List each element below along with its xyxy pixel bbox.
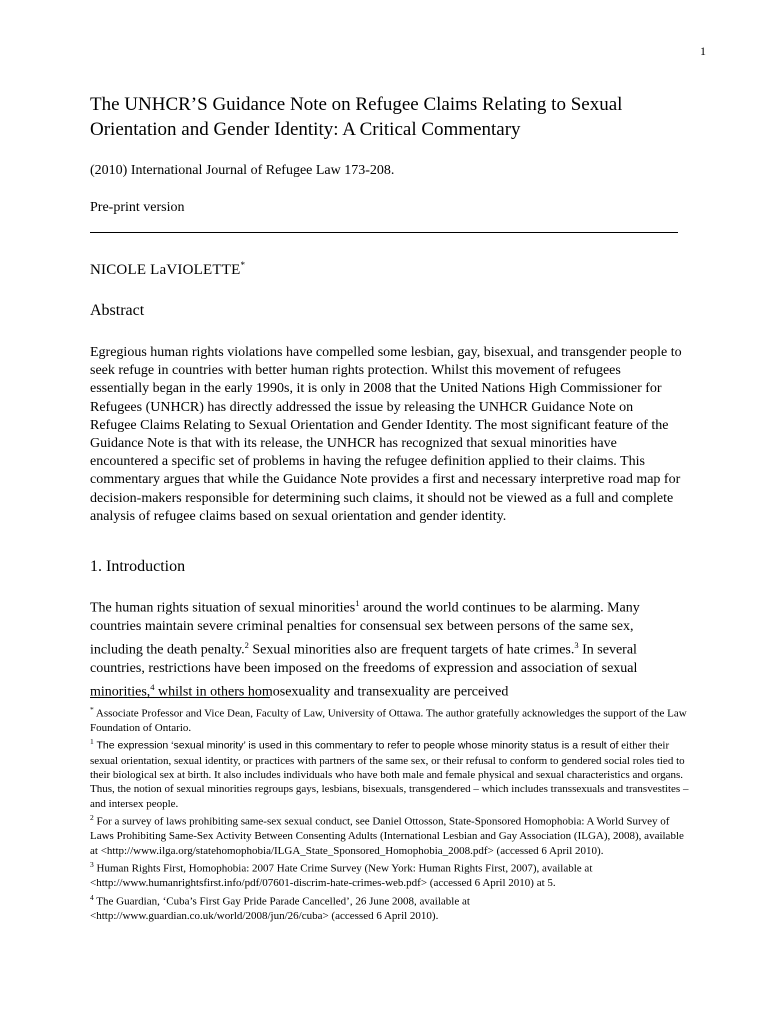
footnote-marker: 1 [90,737,94,747]
introduction-paragraph [90,594,682,702]
introduction-heading: 1. Introduction [90,558,186,575]
footnote-text: For a survey of laws prohibiting same-sex sexual conduct, see Daniel Ottosson, State-Sponsored Homophobia: A World Survey of Laws Prohibiting Same-Sex Activity Between Consenting Adults (International Lesbian and Gay Association (ILGA), 2008), available at <http://www.ilga.org/statehomophobia/ILGA_State_Sponsored_Homophobia_2008.pdf> (accessed 6 April 2010). [90,815,684,857]
footnote-lead-text: The expression ‘sexual minority’ is used in this commentary to refer to people whose minority status is a result of [93,740,619,753]
citation: (2010) International Journal of Refugee Law 173-208. [90,163,395,178]
footnote-marker: * [90,705,94,714]
footnote-ref: 1 [355,598,360,608]
intro-text: In several countries, restrictions have been imposed on the freedoms of expression and association of sexual minorities, [90,642,638,700]
intro-text: Sexual minorities also are frequent targets of hate crimes. [248,642,575,658]
footnote-marker: 2 [90,813,94,823]
author-footnote-marker: * [240,260,246,270]
footnote-divider [90,697,270,698]
paper-title: The UNHCR’S Guidance Note on Refugee Claims Relating to Sexual Orientation and Gender Identity: A Critical Commentary [90,94,623,140]
footnote-marker: 4 [90,892,94,902]
footnote-ref: 2 [244,640,249,651]
title-divider [90,232,678,233]
intro-text: whilst in others homosexuality and transexuality are perceived [154,684,509,700]
footnote-ref: 4 [150,682,155,693]
footnote-text: Associate Professor and Vice Dean, Faculty of Law, University of Ottawa. The author gratefully acknowledges the support of the Law Foundation of Ontario. [90,707,687,735]
page-number: 1 [700,44,706,58]
abstract-text: Egregious human rights violations have compelled some lesbian, gay, bisexual, and transgender people to seek refuge in countries with better human rights protection. Whilst this movement of refugees essentially began in the early 1990s, it is only in 2008 that the United Nations High Commissioner for Refugees (UNHCR) has directly addressed the issue by releasing the UNHCR Guidance Note on Refugee Claims Relating to Sexual Orientation and Gender Identity. The most significant feature of the Guidance Note is that with its release, the UNHCR has recognized that sexual minorities have encountered a specific set of problems in having the refugee definition applied to their claims. This commentary argues that while the Guidance Note provides a first and necessary interpretive road map for decision-makers responsible for determining such claims, it should not be viewed as a full and complete analysis of refugee claims based on sexual orientation and gender identity. [90,345,682,524]
footnote-text: Human Rights First, Homophobia: 2007 Hate Crime Survey (New York: Human Rights First, 2007), available at <http://www.humanrightsfirst.info/pdf/07601-discrim-hate-crimes-web.pdf> (accessed 6 April 2010) at 5. [90,862,593,890]
intro-text: around the world continues to be alarming. Many countries maintain severe criminal penalties for consensual sex between persons of the same sex, including the death penalty. [90,600,640,658]
author-line [90,260,245,279]
preprint-label: Pre-print version [90,200,185,215]
footnote [90,891,690,923]
footnotes [90,703,690,923]
footnote [90,811,690,858]
footnote-text: either their sexual orientation, sexual identity, or practices with partners of the same sex, or their refusal to conform to gendered social roles tied to their biological sex at birth. It also includes individuals who have both male and female physical and sexual characteristics and organs. Thus, the notion of sexual minorities regroups gays, lesbians, bisexuals, transgendered – which includes transsexuals and transvestites – and intersex people. [90,740,689,810]
footnote [90,703,690,735]
author-name: NICOLE LaVIOLETTE [90,262,241,278]
footnote-ref: 3 [574,640,579,651]
footnote-marker: 3 [90,860,94,870]
footnote [90,735,690,811]
intro-text: The human rights situation of sexual minorities [90,600,356,616]
footnote-text: The Guardian, ‘Cuba’s First Gay Pride Parade Cancelled’, 26 June 2008, available at <http://www.guardian.co.uk/world/2008/jun/26/cuba> (accessed 6 April 2010). [90,895,470,922]
abstract-heading: Abstract [90,302,145,319]
footnote [90,858,690,890]
